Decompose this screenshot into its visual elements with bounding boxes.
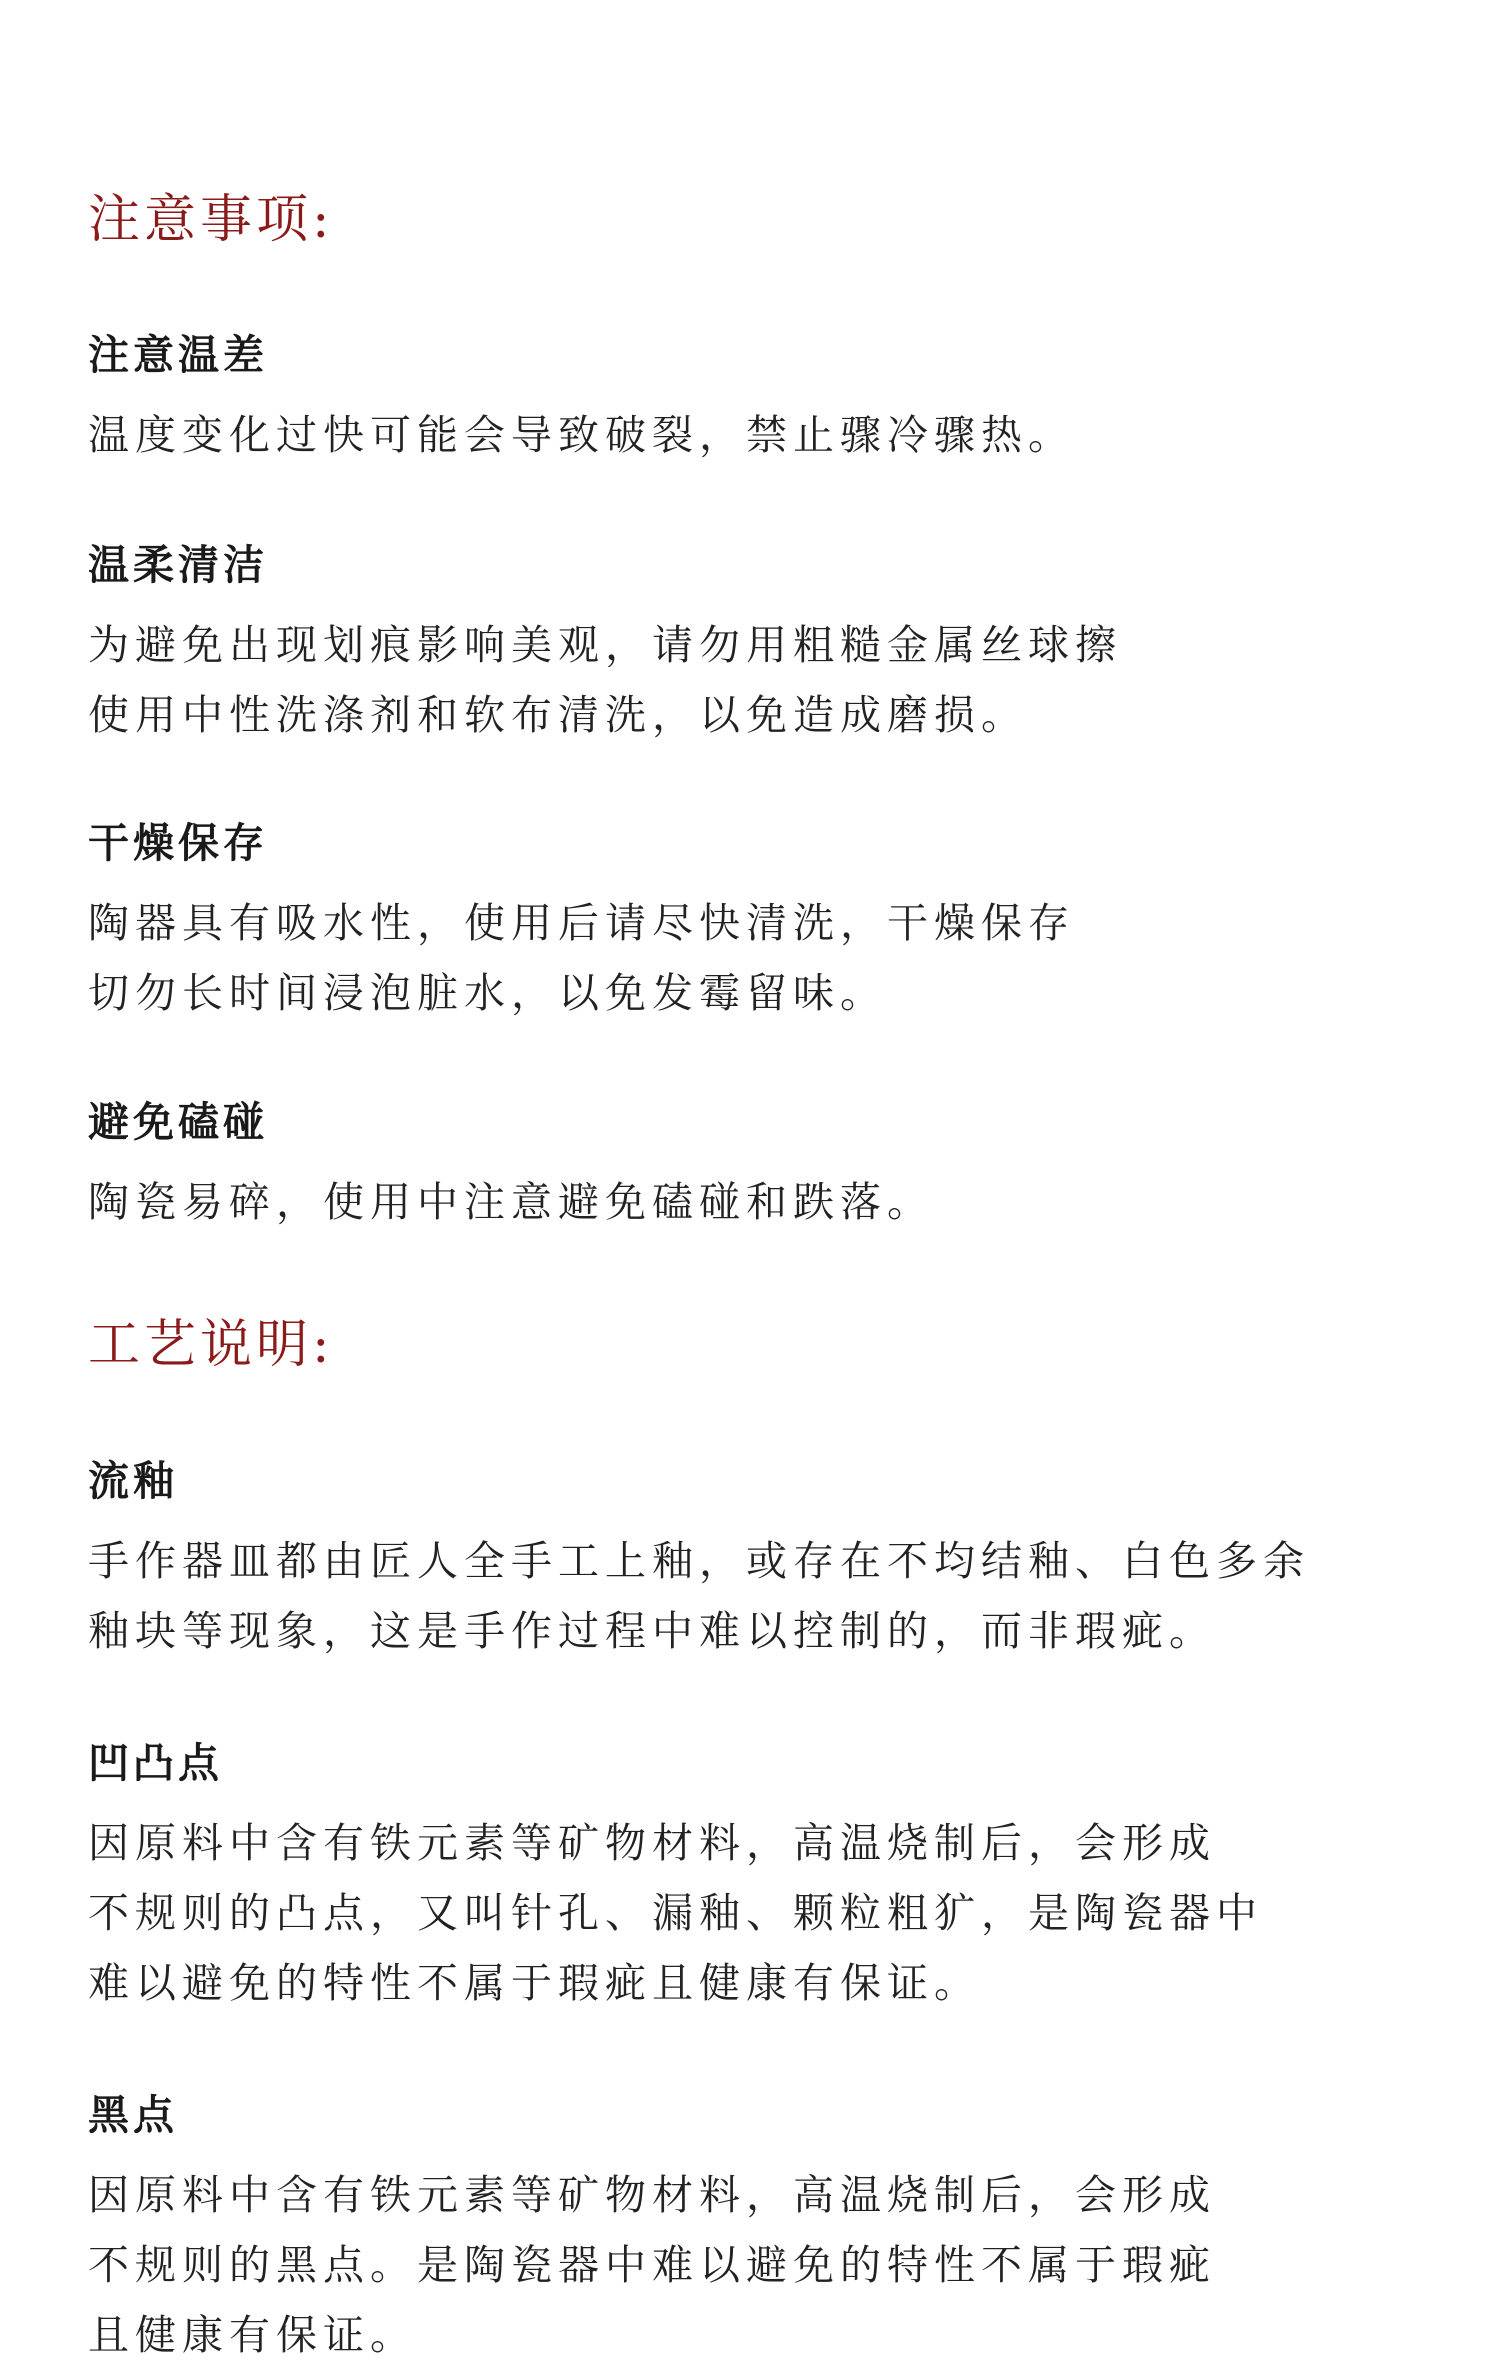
item-body [88,1808,1468,2018]
item-line: 为避免出现划痕影响美观，请勿用粗糙金属丝球擦 [88,621,1122,669]
item-gentle-cleaning [88,540,1468,750]
item-line: 陶瓷易碎，使用中注意避免磕碰和跌落。 [88,1178,934,1226]
item-body [88,1167,1468,1237]
item-line: 切勿长时间浸泡脏水，以免发霉留味。 [88,969,887,1017]
item-line: 因原料中含有铁元素等矿物材料，高温烧制后，会形成 [88,1819,1216,1867]
item-title: 干燥保存 [88,819,268,867]
item-title: 温柔清洁 [88,541,268,589]
item-title: 流釉 [88,1457,178,1505]
item-line: 不规则的凸点，又叫针孔、漏釉、颗粒粗犷，是陶瓷器中 [88,1889,1263,1937]
item-line: 陶器具有吸水性，使用后请尽快清洗，干燥保存 [88,899,1075,947]
item-dry-storage [88,818,1468,1028]
item-body [88,888,1468,1028]
item-line: 且健康有保证。 [88,2311,417,2359]
item-line: 因原料中含有铁元素等矿物材料，高温烧制后，会形成 [88,2171,1216,2219]
item-line: 手作器皿都由匠人全手工上釉，或存在不均结釉、白色多余 [88,1537,1310,1585]
item-line: 不规则的黑点。是陶瓷器中难以避免的特性不属于瑕疵 [88,2241,1216,2289]
item-line: 难以避免的特性不属于瑕疵且健康有保证。 [88,1959,981,2007]
item-line: 使用中性洗涤剂和软布清洗，以免造成磨损。 [88,691,1028,739]
item-title: 凹凸点 [88,1739,223,1787]
item-bumps [88,1738,1468,2018]
section-heading-craft-notes: 工艺说明: [88,1315,334,1375]
item-black-spots [88,2090,1468,2370]
item-avoid-impact [88,1097,1468,1237]
item-line: 温度变化过快可能会导致破裂，禁止骤冷骤热。 [88,411,1075,459]
item-title: 避免磕碰 [88,1098,268,1146]
item-line: 釉块等现象，这是手作过程中难以控制的，而非瑕疵。 [88,1607,1216,1655]
item-temperature [88,330,1468,470]
item-body [88,1526,1468,1666]
section-heading-precautions: 注意事项: [88,190,334,250]
item-flowing-glaze [88,1456,1468,1666]
item-title: 注意温差 [88,331,268,379]
item-title: 黑点 [88,2091,178,2139]
item-body [88,2160,1468,2370]
item-body [88,400,1468,470]
item-body [88,610,1468,750]
